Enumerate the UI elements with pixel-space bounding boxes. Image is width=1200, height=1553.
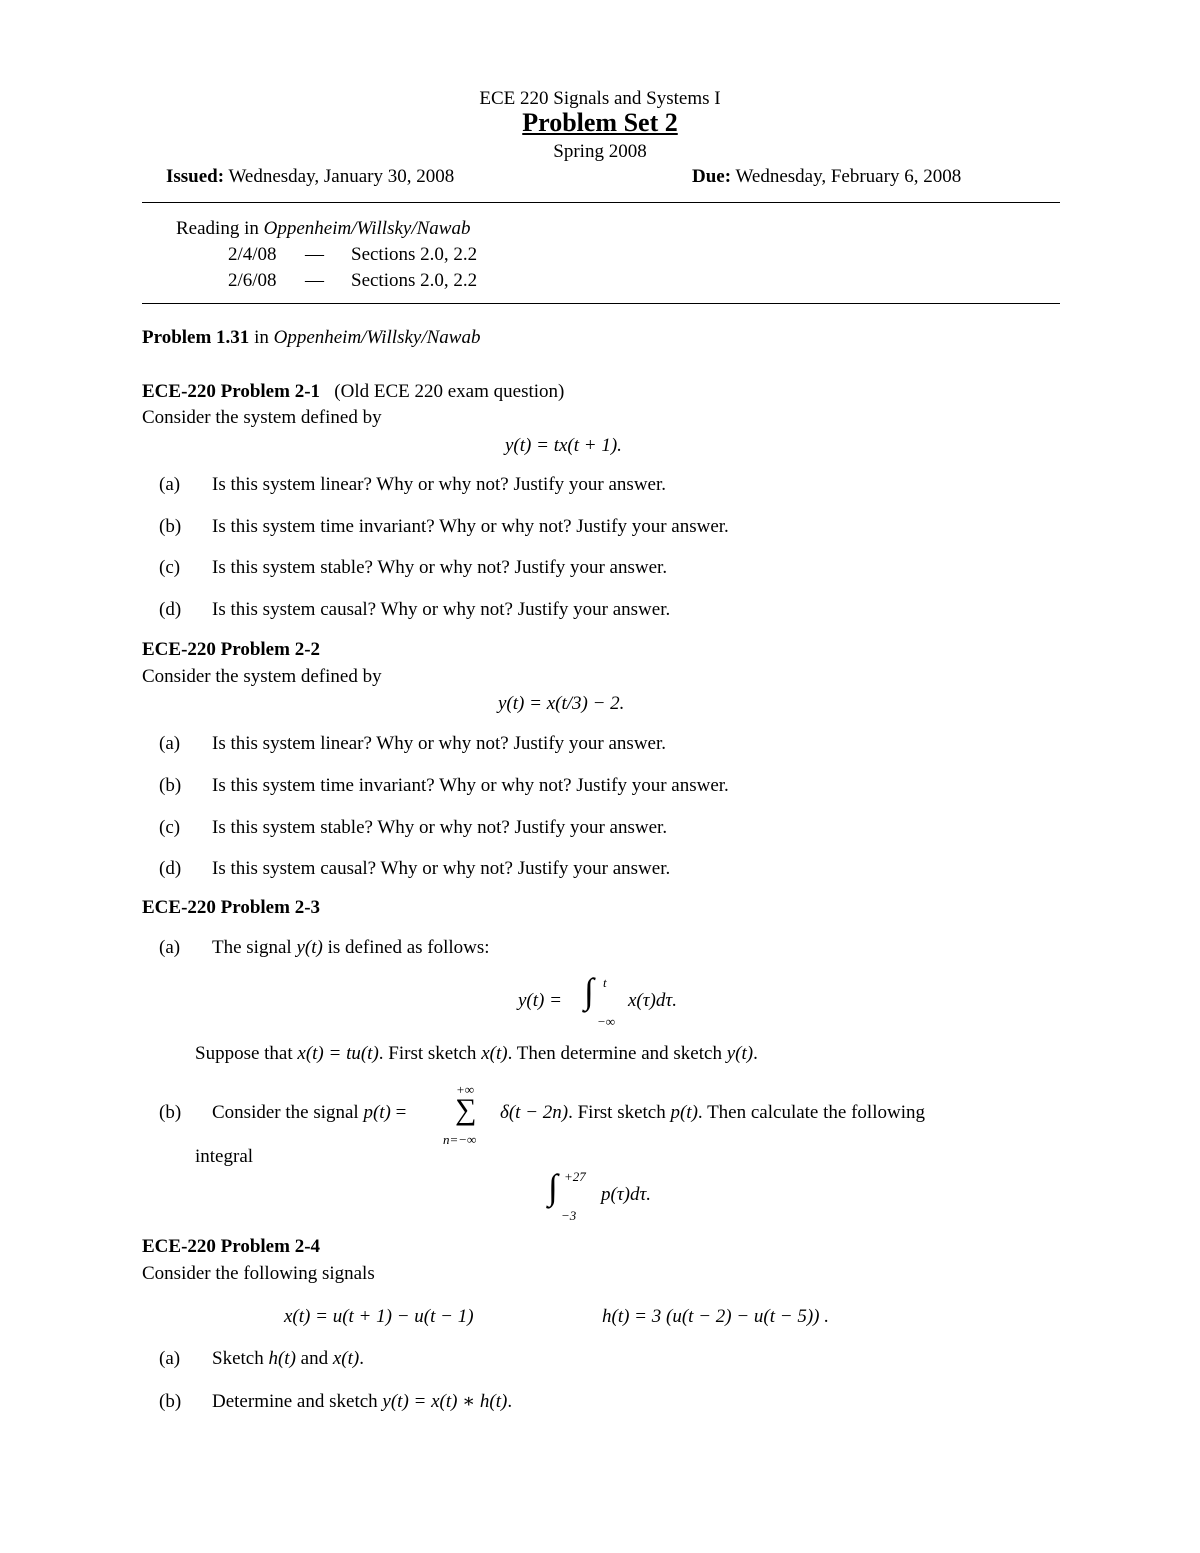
p1-heading: [142, 381, 564, 403]
due-line: [692, 166, 961, 188]
p4-part-a: (a) Sketch h(t) and x(t).: [159, 1348, 364, 1369]
p3-title: ECE-220 Problem 2-3: [142, 897, 321, 918]
p4-eq-h: h(t) = 3 (u(t − 2) − u(t − 5)) .: [602, 1306, 829, 1327]
issued-label: Issued:: [166, 166, 225, 187]
p4-title: ECE-220 Problem 2-4: [142, 1236, 321, 1257]
p2-intro: Consider the system defined by: [142, 666, 382, 687]
p2-part-a: (a) Is this system linear? Why or why not? Justify your answer.: [159, 733, 666, 754]
p3a-eq-lhs: y(t) =: [518, 990, 562, 1011]
p2-part-c: (c) Is this system stable? Why or why not? Justify your answer.: [159, 817, 668, 838]
reading-book: Oppenheim/Willsky/Nawab: [263, 218, 471, 239]
top-rule: [142, 202, 1060, 203]
reading-row-1-date: 2/4/08: [228, 244, 277, 265]
p3b-int-upper: +27: [564, 1169, 586, 1184]
p1-part-d: (d) Is this system causal? Why or why not? Justify your answer.: [159, 599, 671, 620]
p3-part-a: (a) The signal y(t) is defined as follows:: [159, 937, 490, 958]
p4-part-b: (b) Determine and sketch y(t) = x(t) ∗ h(t).: [159, 1391, 513, 1412]
p4-intro: Consider the following signals: [142, 1263, 375, 1284]
p3a-int-lower: −∞: [597, 1014, 616, 1029]
p3b-sum-upper: +∞: [456, 1082, 475, 1097]
p2-part-b: (b) Is this system time invariant? Why or why not? Justify your answer.: [159, 775, 729, 796]
p1-title: ECE-220 Problem 2-1: [142, 381, 321, 402]
issued-line: [166, 166, 454, 188]
reading-row-1-sections: Sections 2.0, 2.2: [351, 244, 478, 265]
p3b-sum-lower: n=−∞: [443, 1132, 477, 1147]
p4-eq-x: x(t) = u(t + 1) − u(t − 1): [284, 1306, 474, 1327]
reading-row-2-dash: —: [305, 270, 324, 291]
p3a-eq-rhs: x(τ)dτ.: [628, 990, 677, 1011]
p3b-int-body: p(τ)dτ.: [601, 1184, 652, 1205]
course-title: ECE 220 Signals and Systems I: [479, 88, 721, 109]
p1-part-a: (a) Is this system linear? Why or why not? Justify your answer.: [159, 474, 666, 495]
p1-intro: Consider the system defined by: [142, 407, 382, 428]
p1-equation: y(t) = tx(t + 1).: [505, 435, 622, 456]
due-label: Due:: [692, 166, 732, 187]
p1-note: (Old ECE 220 exam question): [334, 381, 565, 402]
p3-suppose: Suppose that x(t) = tu(t). First sketch x(t). Then determine and sketch y(t).: [195, 1043, 758, 1064]
p2-equation: y(t) = x(t/3) − 2.: [498, 693, 625, 714]
integral-sign-icon: ∫: [584, 971, 594, 1011]
p3-part-b-rest: δ(t − 2n). First sketch p(t). Then calculate the following: [500, 1102, 925, 1123]
p2-part-d: (d) Is this system causal? Why or why not? Justify your answer.: [159, 858, 671, 879]
reading-row-2-sections: Sections 2.0, 2.2: [351, 270, 478, 291]
page-title: Problem Set 2: [522, 108, 678, 137]
reading-row-2-date: 2/6/08: [228, 270, 277, 291]
issued-date: Wednesday, January 30, 2008: [228, 166, 455, 187]
due-date: Wednesday, February 6, 2008: [735, 166, 962, 187]
p3-part-b-integral-word: integral: [195, 1146, 254, 1167]
p3b-int-lower: −3: [561, 1208, 577, 1223]
summation-sign-icon: ∑: [455, 1093, 477, 1126]
reading-row-1-dash: —: [305, 244, 324, 265]
integral-sign-icon: ∫: [548, 1167, 558, 1207]
term: Spring 2008: [553, 141, 647, 162]
bottom-rule: [142, 303, 1060, 304]
p1-part-c: (c) Is this system stable? Why or why not? Justify your answer.: [159, 557, 668, 578]
p3-part-b-line1: (b) Consider the signal p(t) =: [159, 1102, 407, 1123]
p2-title: ECE-220 Problem 2-2: [142, 639, 321, 660]
p3a-int-upper: t: [603, 975, 607, 990]
problem-131: Problem 1.31 in Oppenheim/Willsky/Nawab: [142, 327, 481, 348]
reading-intro: Reading in Oppenheim/Willsky/Nawab: [176, 218, 471, 239]
p1-part-b: (b) Is this system time invariant? Why or why not? Justify your answer.: [159, 516, 729, 537]
